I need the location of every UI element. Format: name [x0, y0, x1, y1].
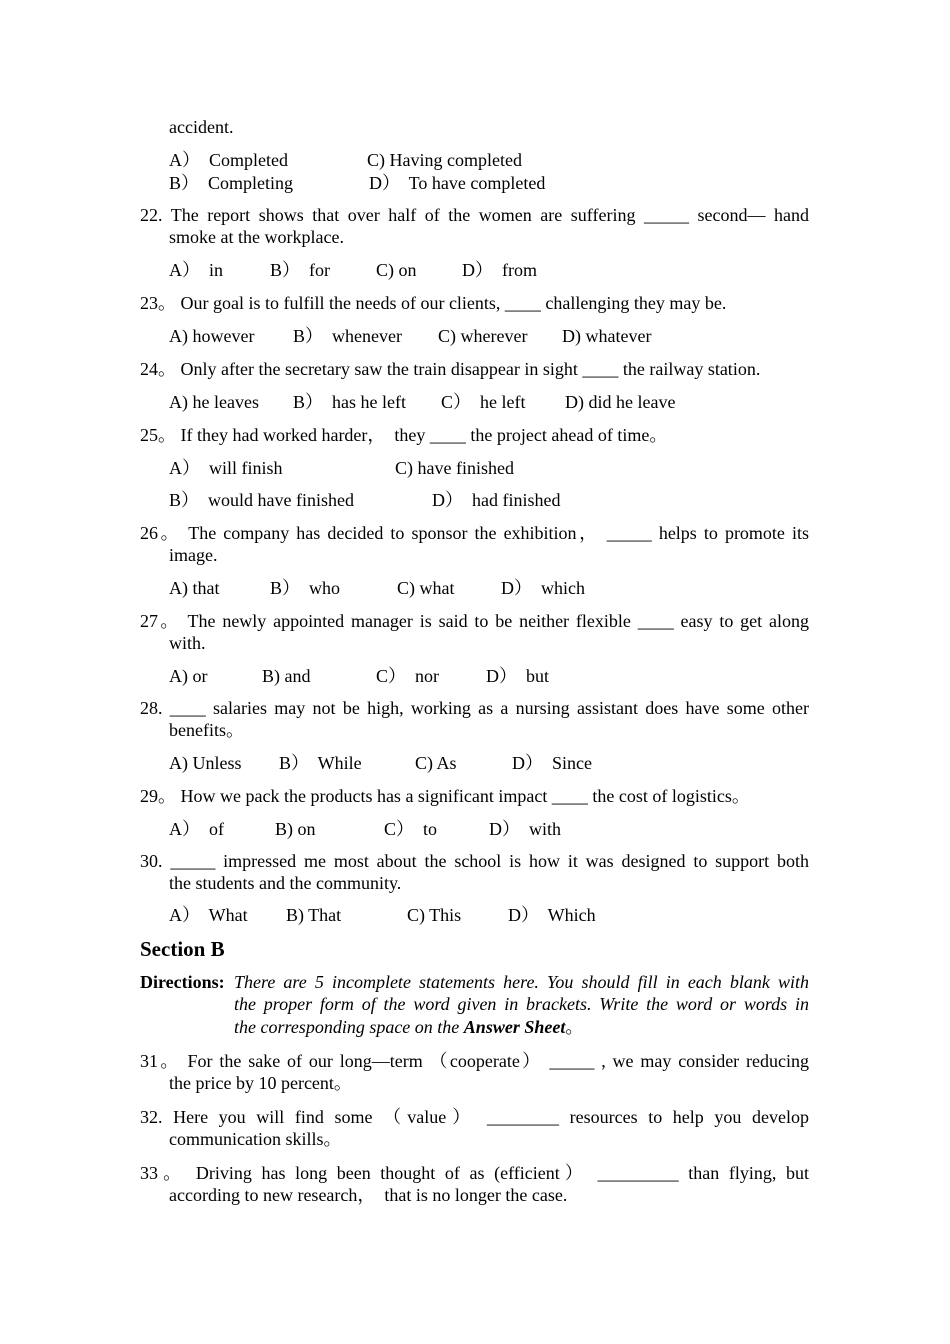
answer-sheet-emphasis: Answer Sheet [463, 1017, 566, 1037]
q22-option-d: D） from [462, 260, 537, 280]
q22-option-b: B） for [270, 260, 330, 280]
q29-option-c: C） to [384, 819, 438, 839]
q23-option-a: A) however [169, 326, 255, 346]
q23-option-b: B） whenever [293, 326, 402, 346]
directions-line-1: There are 5 incomplete statements here. You should fill in each blank with [234, 972, 809, 992]
q25-option-d: D） had finished [432, 490, 561, 510]
q26-option-b: B） who [270, 578, 341, 598]
q26-option-d: D） which [501, 578, 585, 598]
q27-option-a: A) or [169, 666, 208, 686]
q28-option-a: A) Unless [169, 753, 242, 773]
q25-option-c: C) have finished [395, 458, 514, 478]
q24-option-a: A) he leaves [169, 392, 259, 412]
q29-question: 29。 How we pack the products has a significant impact ____ the cost of logistics。 [140, 786, 750, 806]
q23-question: 23。 Our goal is to fulfill the needs of our clients, ____ challenging they may be. [140, 293, 727, 313]
q33-question: 33。 Driving has long been thought of as (efficient） _________ than flying, but [140, 1163, 809, 1183]
q27-option-b: B) and [262, 666, 311, 686]
q30-question: 30. _____ impressed me most about the school is how it was designed to support both [140, 851, 809, 871]
q28-question: 28. ____ salaries may not be high, working as a nursing assistant does have some other [140, 698, 809, 718]
q25-question: 25。 If they had worked harder， they ____ the project ahead of time。 [140, 425, 668, 445]
q29-option-b: B) on [275, 819, 316, 839]
directions-line-2: the proper form of the word given in brackets. Write the word or words in [234, 994, 809, 1014]
q21-option-a: A） Completed [169, 150, 288, 170]
q26-question: 26。 The company has decided to sponsor the exhibition， _____ helps to promote its [140, 523, 809, 543]
q30-option-d: D） Which [508, 905, 596, 925]
directions-label: Directions: [140, 972, 225, 992]
q29-option-d: D） with [489, 819, 561, 839]
q21-option-d: D） To have completed [369, 173, 546, 193]
q24-question: 24。 Only after the secretary saw the train disappear in sight ____ the railway station. [140, 359, 761, 379]
directions-line-3 [234, 1016, 583, 1038]
directions-line-3-end: 。 [565, 1017, 584, 1037]
q27-option-c: C） nor [376, 666, 439, 686]
q22-option-c: C) on [376, 260, 417, 280]
q21-option-c: C) Having completed [367, 150, 522, 170]
q22-option-a: A） in [169, 260, 223, 280]
q25-option-b: B） would have finished [169, 490, 354, 510]
q26-option-c: C) what [397, 578, 455, 598]
q28-option-d: D） Since [512, 753, 592, 773]
q28-question-cont: benefits。 [169, 720, 244, 740]
q28-option-b: B） While [279, 753, 362, 773]
q30-option-a: A） What [169, 905, 248, 925]
q24-option-c: C） he left [441, 392, 526, 412]
q24-option-b: B） has he left [293, 392, 406, 412]
q30-option-c: C) This [407, 905, 462, 925]
q30-question-cont: the students and the community. [169, 873, 402, 893]
q25-option-a: A） will finish [169, 458, 283, 478]
q27-question-cont: with. [169, 633, 206, 653]
q29-option-a: A） of [169, 819, 224, 839]
q30-option-b: B) That [286, 905, 342, 925]
q21-continuation: accident. [169, 117, 234, 137]
q32-question-cont: communication skills。 [169, 1129, 342, 1149]
q31-question-cont: the price by 10 percent。 [169, 1073, 352, 1093]
q22-question-cont: smoke at the workplace. [169, 227, 344, 247]
q23-option-d: D) whatever [562, 326, 652, 346]
q27-question: 27。 The newly appointed manager is said to be neither flexible ____ easy to get along [140, 611, 809, 631]
q26-question-cont: image. [169, 545, 218, 565]
q31-question: 31。 For the sake of our long—term （cooperate） _____ , we may consider reducing [140, 1051, 809, 1071]
q21-option-b: B） Completing [169, 173, 294, 193]
q23-option-c: C) wherever [438, 326, 528, 346]
q24-option-d: D) did he leave [565, 392, 676, 412]
q22-question: 22. The report shows that over half of the women are suffering _____ second— hand [140, 205, 809, 225]
q26-option-a: A) that [169, 578, 220, 598]
q32-question: 32. Here you will find some （value） ________ resources to help you develop [140, 1107, 809, 1127]
q28-option-c: C) As [415, 753, 457, 773]
directions-line-3-text: the corresponding space on the [234, 1017, 464, 1037]
q33-question-cont: according to new research， that is no longer the case. [169, 1185, 568, 1205]
section-b-heading: Section B [140, 937, 225, 961]
q27-option-d: D） but [486, 666, 549, 686]
